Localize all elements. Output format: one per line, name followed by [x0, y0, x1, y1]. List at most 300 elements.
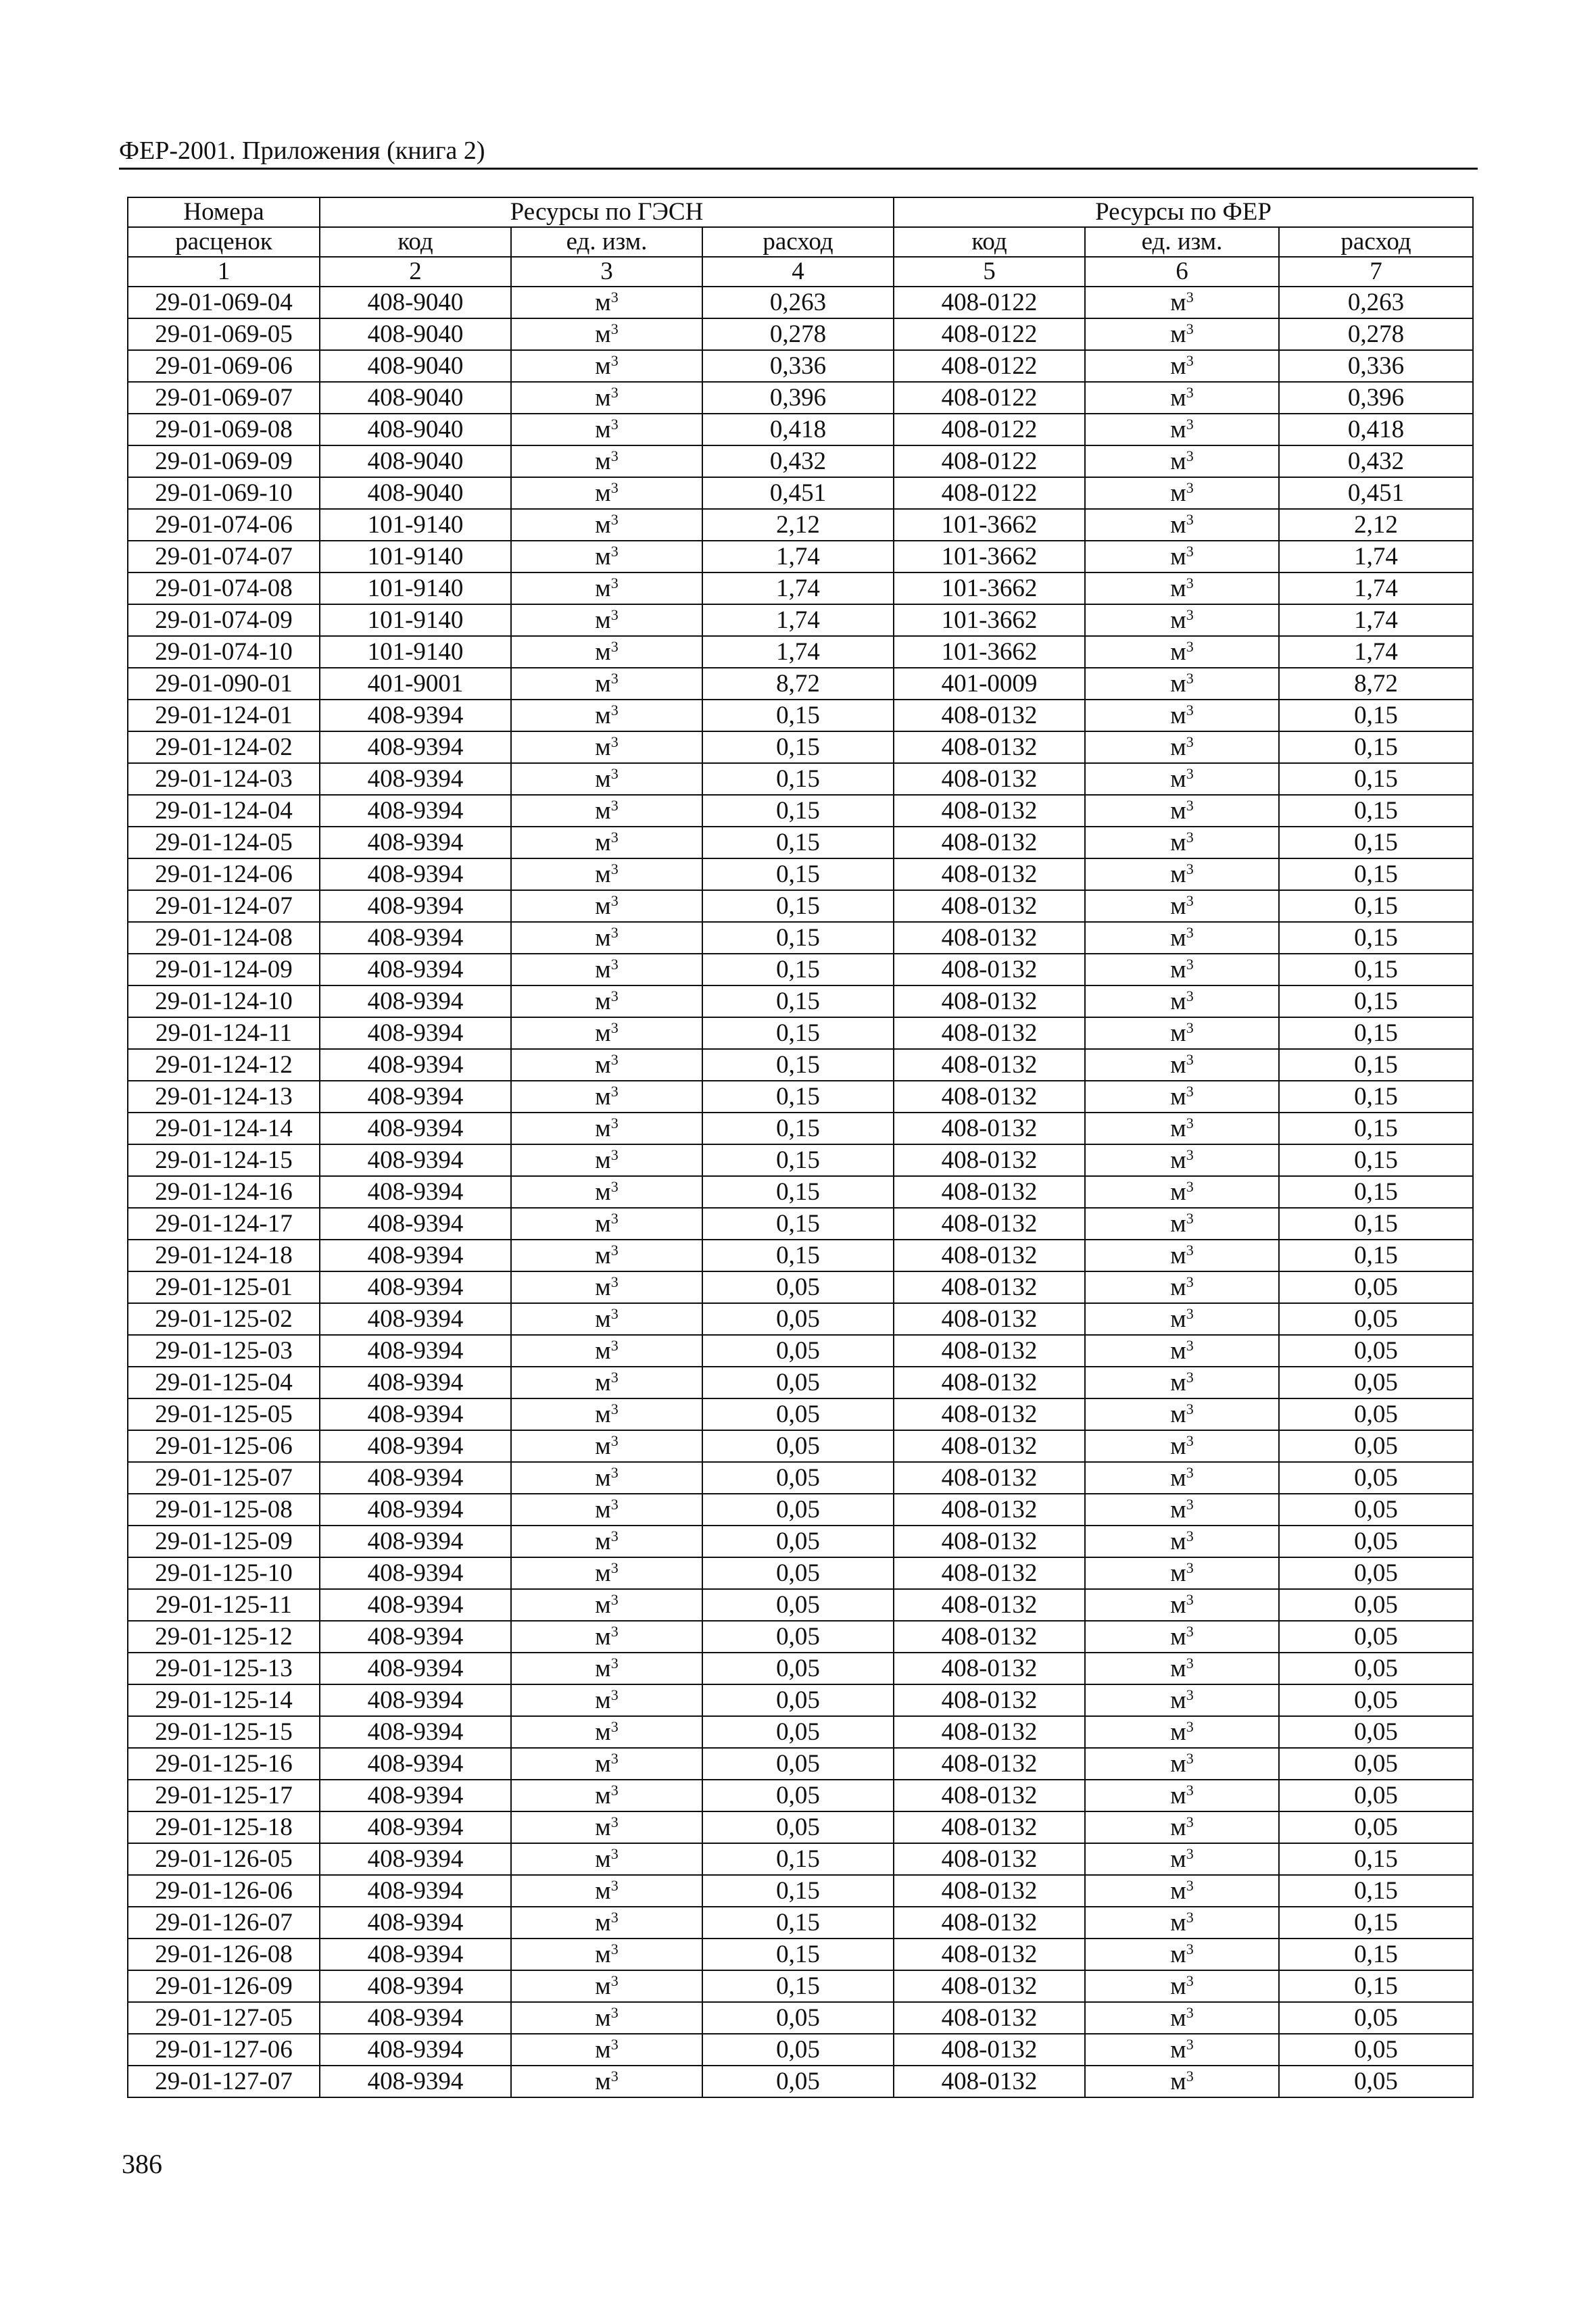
fer-amount-cell: 0,396	[1279, 382, 1473, 414]
fer-unit-cell	[1085, 1939, 1279, 1970]
unit-power: 3	[610, 1527, 619, 1544]
unit-base: м	[1170, 1781, 1186, 1809]
unit-base: м	[595, 1527, 611, 1555]
fer-code-cell: 408-0132	[894, 731, 1085, 763]
fer-code-cell: 408-0132	[894, 1208, 1085, 1240]
unit-base: м	[595, 1590, 611, 1619]
unit-base: м	[595, 574, 611, 602]
unit-power: 3	[610, 1114, 619, 1131]
table-row	[128, 1970, 1473, 2002]
unit-power: 3	[610, 447, 619, 464]
unit-power: 3	[1186, 1336, 1194, 1354]
gesn-amount-cell: 0,05	[702, 1811, 894, 1843]
unit-power: 3	[610, 1622, 619, 1640]
unit-base: м	[595, 606, 611, 634]
rate-number-cell: 29-01-125-01	[128, 1271, 320, 1303]
fer-unit-cell	[1085, 1621, 1279, 1653]
gesn-code-cell: 408-9394	[320, 858, 511, 890]
gesn-code-cell: 408-9394	[320, 1557, 511, 1589]
gesn-code-cell: 408-9040	[320, 318, 511, 350]
gesn-code-cell: 408-9394	[320, 700, 511, 731]
gesn-unit-cell	[511, 1653, 702, 1684]
gesn-code-cell: 408-9394	[320, 1208, 511, 1240]
gesn-code-cell: 408-9394	[320, 1939, 511, 1970]
unit-base: м	[1170, 1019, 1186, 1047]
gesn-unit-cell	[511, 1335, 702, 1367]
unit-base: м	[1170, 1082, 1186, 1111]
rate-number-cell: 29-01-124-04	[128, 795, 320, 827]
rate-number-cell: 29-01-069-10	[128, 477, 320, 509]
unit-base: м	[1170, 1495, 1186, 1524]
table-row	[128, 318, 1473, 350]
fer-code-cell: 101-3662	[894, 572, 1085, 604]
unit-base: м	[1170, 1336, 1186, 1365]
table-row	[128, 382, 1473, 414]
gesn-code-cell: 408-9040	[320, 382, 511, 414]
gesn-unit-cell	[511, 1811, 702, 1843]
gesn-code-cell: 408-9394	[320, 1113, 511, 1144]
fer-unit-cell	[1085, 541, 1279, 572]
table-row	[128, 985, 1473, 1017]
fer-amount-cell: 0,15	[1279, 1939, 1473, 1970]
fer-code-cell: 408-0122	[894, 318, 1085, 350]
unit-power: 3	[1186, 733, 1194, 750]
table-row	[128, 1113, 1473, 1144]
fer-unit-cell	[1085, 1017, 1279, 1049]
fer-amount-cell: 0,05	[1279, 1271, 1473, 1303]
gesn-amount-cell: 0,15	[702, 827, 894, 858]
table-row	[128, 700, 1473, 731]
column-number: 2	[320, 257, 511, 287]
unit-power: 3	[1186, 447, 1194, 464]
rate-number-cell: 29-01-124-08	[128, 922, 320, 954]
unit-power: 3	[610, 606, 619, 623]
fer-unit-cell	[1085, 858, 1279, 890]
fer-amount-cell: 0,15	[1279, 1970, 1473, 2002]
unit-power: 3	[610, 415, 619, 433]
unit-power: 3	[1186, 1432, 1194, 1449]
fer-code-cell: 408-0132	[894, 985, 1085, 1017]
fer-amount-cell: 0,05	[1279, 2034, 1473, 2066]
unit-base: м	[595, 701, 611, 729]
unit-base: м	[1170, 764, 1186, 793]
table-row	[128, 795, 1473, 827]
gesn-amount-cell: 0,05	[702, 1589, 894, 1621]
gesn-amount-cell: 0,05	[702, 1462, 894, 1494]
head-row-groups	[128, 197, 1473, 227]
gesn-amount-cell: 0,15	[702, 1939, 894, 1970]
fer-code-cell: 408-0122	[894, 350, 1085, 382]
gesn-code-cell: 408-9040	[320, 287, 511, 318]
fer-amount-cell: 0,05	[1279, 2066, 1473, 2097]
fer-unit-cell	[1085, 1176, 1279, 1208]
rate-number-cell: 29-01-124-06	[128, 858, 320, 890]
unit-power: 3	[610, 1082, 619, 1100]
gesn-unit-cell	[511, 1430, 702, 1462]
unit-base: м	[595, 1146, 611, 1174]
unit-base: м	[1170, 542, 1186, 570]
gesn-amount-cell: 0,15	[702, 1017, 894, 1049]
gesn-amount-cell: 0,05	[702, 1716, 894, 1748]
unit-base: м	[595, 1845, 611, 1873]
gesn-unit-cell	[511, 1271, 702, 1303]
unit-base: м	[1170, 701, 1186, 729]
gesn-amount-cell: 0,418	[702, 414, 894, 445]
unit-base: м	[595, 479, 611, 507]
fer-unit-cell	[1085, 1430, 1279, 1462]
unit-base: м	[1170, 828, 1186, 856]
unit-power: 3	[610, 1241, 619, 1259]
table-row	[128, 1240, 1473, 1271]
unit-base: м	[595, 447, 611, 475]
rate-number-cell: 29-01-127-05	[128, 2002, 320, 2034]
unit-power: 3	[1186, 1749, 1194, 1767]
fer-unit-cell	[1085, 1208, 1279, 1240]
gesn-amount-cell: 0,05	[702, 1303, 894, 1335]
unit-power: 3	[610, 923, 619, 941]
unit-base: м	[595, 1082, 611, 1111]
gesn-amount-cell: 0,15	[702, 795, 894, 827]
fer-unit-cell	[1085, 1684, 1279, 1716]
unit-base: м	[1170, 796, 1186, 825]
fer-amount-cell: 0,418	[1279, 414, 1473, 445]
table-row	[128, 763, 1473, 795]
unit-base: м	[595, 1559, 611, 1587]
rate-number-cell: 29-01-124-07	[128, 890, 320, 922]
unit-base: м	[595, 1686, 611, 1714]
unit-base: м	[1170, 1050, 1186, 1079]
unit-power: 3	[1186, 2003, 1194, 2021]
gesn-code-cell: 408-9394	[320, 1176, 511, 1208]
gesn-code-cell: 408-9394	[320, 1621, 511, 1653]
fer-code-cell: 408-0132	[894, 1748, 1085, 1780]
fer-code-cell: 408-0122	[894, 414, 1085, 445]
fer-code-cell: 408-0132	[894, 1113, 1085, 1144]
unit-power: 3	[610, 383, 619, 401]
gesn-code-cell: 408-9394	[320, 890, 511, 922]
rate-number-cell: 29-01-125-08	[128, 1494, 320, 1526]
unit-power: 3	[610, 669, 619, 687]
table-row	[128, 414, 1473, 445]
rate-number-cell: 29-01-126-06	[128, 1875, 320, 1907]
gesn-amount-cell: 0,15	[702, 954, 894, 985]
fer-amount-cell: 0,05	[1279, 2002, 1473, 2034]
gesn-code-cell: 408-9394	[320, 954, 511, 985]
gesn-code-cell: 408-9394	[320, 1335, 511, 1367]
rate-number-cell: 29-01-125-15	[128, 1716, 320, 1748]
fer-amount-cell: 0,15	[1279, 827, 1473, 858]
gesn-code-cell: 408-9394	[320, 1430, 511, 1462]
gesn-amount-cell: 0,15	[702, 1208, 894, 1240]
unit-power: 3	[610, 1940, 619, 1957]
fer-unit-cell	[1085, 1875, 1279, 1907]
fer-unit-cell	[1085, 2066, 1279, 2097]
unit-base: м	[595, 1749, 611, 1778]
fer-amount-cell: 0,15	[1279, 985, 1473, 1017]
fer-unit-cell	[1085, 922, 1279, 954]
rate-number-cell: 29-01-124-15	[128, 1144, 320, 1176]
fer-unit-cell	[1085, 668, 1279, 700]
unit-power: 3	[1186, 1654, 1194, 1672]
table-row	[128, 1621, 1473, 1653]
unit-power: 3	[1186, 1527, 1194, 1544]
resources-table	[127, 197, 1474, 2098]
gesn-code-cell: 408-9394	[320, 795, 511, 827]
fer-unit-cell	[1085, 2034, 1279, 2066]
table-row	[128, 1303, 1473, 1335]
unit-base: м	[1170, 1241, 1186, 1269]
unit-base: м	[595, 955, 611, 983]
gesn-amount-cell: 1,74	[702, 572, 894, 604]
gesn-code-cell: 408-9394	[320, 1081, 511, 1113]
unit-power: 3	[1186, 1813, 1194, 1830]
fer-code-cell: 408-0122	[894, 382, 1085, 414]
fer-amount-cell: 0,15	[1279, 1240, 1473, 1271]
rate-number-cell: 29-01-124-16	[128, 1176, 320, 1208]
rate-number-cell: 29-01-125-10	[128, 1557, 320, 1589]
gesn-unit-cell	[511, 1367, 702, 1398]
table-row	[128, 1367, 1473, 1398]
gesn-code-cell: 408-9394	[320, 827, 511, 858]
unit-power: 3	[610, 1749, 619, 1767]
gesn-amount-cell: 0,15	[702, 1240, 894, 1271]
unit-base: м	[595, 1336, 611, 1365]
fer-amount-cell: 0,05	[1279, 1430, 1473, 1462]
fer-amount-cell: 0,05	[1279, 1367, 1473, 1398]
head-fer: Ресурсы по ФЕР	[894, 197, 1473, 227]
unit-power: 3	[1186, 1114, 1194, 1131]
rate-number-cell: 29-01-125-16	[128, 1748, 320, 1780]
fer-unit-cell	[1085, 1589, 1279, 1621]
gesn-amount-cell: 0,15	[702, 1970, 894, 2002]
table-row	[128, 287, 1473, 318]
fer-amount-cell: 0,05	[1279, 1621, 1473, 1653]
gesn-code-cell: 408-9394	[320, 1303, 511, 1335]
gesn-amount-cell: 0,05	[702, 1398, 894, 1430]
gesn-unit-cell	[511, 541, 702, 572]
gesn-code-cell: 408-9394	[320, 1589, 511, 1621]
fer-code-cell: 408-0132	[894, 763, 1085, 795]
gesn-code-cell: 408-9394	[320, 1907, 511, 1939]
fer-unit-cell	[1085, 1303, 1279, 1335]
gesn-unit-cell	[511, 1494, 702, 1526]
unit-base: м	[1170, 510, 1186, 539]
unit-power: 3	[610, 2003, 619, 2021]
gesn-unit-cell	[511, 572, 702, 604]
gesn-code-cell: 408-9040	[320, 445, 511, 477]
unit-power: 3	[610, 1908, 619, 1926]
unit-power: 3	[610, 288, 619, 306]
gesn-unit-cell	[511, 1843, 702, 1875]
unit-base: м	[595, 1813, 611, 1841]
fer-code-cell: 408-0122	[894, 445, 1085, 477]
gesn-amount-cell: 0,432	[702, 445, 894, 477]
gesn-amount-cell: 0,05	[702, 1557, 894, 1589]
fer-code-cell: 408-0132	[894, 795, 1085, 827]
unit-power: 3	[610, 542, 619, 560]
rate-number-cell: 29-01-127-06	[128, 2034, 320, 2066]
rate-number-cell: 29-01-124-01	[128, 700, 320, 731]
fer-unit-cell	[1085, 1843, 1279, 1875]
unit-base: м	[595, 2003, 611, 2032]
gesn-amount-cell: 0,05	[702, 1271, 894, 1303]
fer-code-cell: 408-0132	[894, 1462, 1085, 1494]
unit-power: 3	[610, 1876, 619, 1894]
fer-unit-cell	[1085, 382, 1279, 414]
fer-unit-cell	[1085, 1335, 1279, 1367]
fer-amount-cell: 0,05	[1279, 1526, 1473, 1557]
unit-power: 3	[1186, 320, 1194, 337]
unit-base: м	[595, 923, 611, 952]
unit-power: 3	[1186, 415, 1194, 433]
fer-amount-cell: 0,05	[1279, 1494, 1473, 1526]
rate-number-cell: 29-01-074-10	[128, 636, 320, 668]
fer-code-cell: 408-0132	[894, 1017, 1085, 1049]
table-row	[128, 1462, 1473, 1494]
unit-power: 3	[1186, 351, 1194, 369]
rate-number-cell: 29-01-124-14	[128, 1113, 320, 1144]
gesn-code-cell: 408-9394	[320, 1398, 511, 1430]
unit-base: м	[595, 1177, 611, 1206]
column-number: 4	[702, 257, 894, 287]
table-row	[128, 541, 1473, 572]
unit-power: 3	[1186, 1940, 1194, 1957]
table-row	[128, 1780, 1473, 1811]
fer-code-cell: 408-0132	[894, 1176, 1085, 1208]
rate-number-cell: 29-01-124-10	[128, 985, 320, 1017]
gesn-amount-cell: 0,05	[702, 1621, 894, 1653]
unit-power: 3	[1186, 1590, 1194, 1608]
gesn-amount-cell: 0,05	[702, 1684, 894, 1716]
table-row	[128, 445, 1473, 477]
fer-code-cell: 408-0132	[894, 1526, 1085, 1557]
unit-power: 3	[610, 1019, 619, 1036]
rate-number-cell: 29-01-125-17	[128, 1780, 320, 1811]
unit-power: 3	[610, 1813, 619, 1830]
gesn-unit-cell	[511, 414, 702, 445]
rate-number-cell: 29-01-124-09	[128, 954, 320, 985]
fer-amount-cell: 0,15	[1279, 1176, 1473, 1208]
fer-amount-cell: 0,15	[1279, 700, 1473, 731]
gesn-code-cell: 408-9040	[320, 414, 511, 445]
fer-amount-cell: 1,74	[1279, 636, 1473, 668]
table-row	[128, 1494, 1473, 1526]
unit-base: м	[1170, 1813, 1186, 1841]
fer-code-cell: 408-0132	[894, 827, 1085, 858]
unit-power: 3	[610, 574, 619, 591]
gesn-amount-cell: 0,05	[702, 2034, 894, 2066]
gesn-code-cell: 408-9394	[320, 1716, 511, 1748]
unit-power: 3	[610, 1590, 619, 1608]
gesn-amount-cell: 0,05	[702, 1653, 894, 1684]
gesn-unit-cell	[511, 604, 702, 636]
unit-base: м	[595, 1019, 611, 1047]
rate-number-cell: 29-01-069-04	[128, 287, 320, 318]
fer-unit-cell	[1085, 1144, 1279, 1176]
fer-unit-cell	[1085, 731, 1279, 763]
unit-power: 3	[1186, 923, 1194, 941]
fer-code-cell: 408-0132	[894, 1494, 1085, 1526]
unit-base: м	[1170, 1432, 1186, 1460]
fer-unit-cell	[1085, 1049, 1279, 1081]
column-number: 5	[894, 257, 1085, 287]
table-row	[128, 1271, 1473, 1303]
unit-power: 3	[1186, 1781, 1194, 1799]
fer-code-cell: 408-0132	[894, 700, 1085, 731]
fer-unit-cell	[1085, 445, 1279, 477]
unit-base: м	[1170, 1654, 1186, 1682]
gesn-unit-cell	[511, 1970, 702, 2002]
gesn-amount-cell: 0,336	[702, 350, 894, 382]
unit-base: м	[595, 1273, 611, 1301]
gesn-amount-cell: 0,15	[702, 1875, 894, 1907]
rate-number-cell: 29-01-124-11	[128, 1017, 320, 1049]
unit-power: 3	[1186, 637, 1194, 655]
unit-power: 3	[1186, 1463, 1194, 1481]
unit-power: 3	[1186, 1686, 1194, 1703]
head-rate-line2: расценок	[128, 227, 320, 257]
fer-amount-cell: 2,12	[1279, 509, 1473, 541]
unit-base: м	[595, 1209, 611, 1238]
rate-number-cell: 29-01-074-09	[128, 604, 320, 636]
gesn-unit-cell	[511, 795, 702, 827]
rate-number-cell: 29-01-125-05	[128, 1398, 320, 1430]
gesn-amount-cell: 0,05	[702, 1494, 894, 1526]
unit-base: м	[595, 1717, 611, 1746]
unit-base: м	[1170, 1527, 1186, 1555]
gesn-unit-cell	[511, 1875, 702, 1907]
unit-power: 3	[1186, 955, 1194, 973]
rate-number-cell: 29-01-069-07	[128, 382, 320, 414]
table-row	[128, 1017, 1473, 1049]
fer-amount-cell: 0,432	[1279, 445, 1473, 477]
gesn-unit-cell	[511, 700, 702, 731]
gesn-amount-cell: 0,05	[702, 1780, 894, 1811]
fer-code-cell: 408-0132	[894, 2066, 1085, 2097]
table-row	[128, 1907, 1473, 1939]
fer-amount-cell: 0,15	[1279, 1081, 1473, 1113]
gesn-code-cell: 408-9040	[320, 477, 511, 509]
fer-code-cell: 408-0132	[894, 2034, 1085, 2066]
fer-amount-cell: 0,05	[1279, 1780, 1473, 1811]
unit-base: м	[595, 288, 611, 316]
gesn-amount-cell: 0,05	[702, 1367, 894, 1398]
fer-code-cell: 408-0132	[894, 1780, 1085, 1811]
rate-number-cell: 29-01-124-02	[128, 731, 320, 763]
table-row	[128, 2002, 1473, 2034]
rate-number-cell: 29-01-124-17	[128, 1208, 320, 1240]
gesn-amount-cell: 0,396	[702, 382, 894, 414]
unit-power: 3	[1186, 796, 1194, 814]
fer-code-cell: 408-0132	[894, 1907, 1085, 1939]
fer-code-cell: 408-0132	[894, 1621, 1085, 1653]
gesn-code-cell: 408-9394	[320, 1780, 511, 1811]
unit-base: м	[1170, 1717, 1186, 1746]
unit-power: 3	[1186, 1273, 1194, 1290]
gesn-code-cell: 401-9001	[320, 668, 511, 700]
gesn-code-cell: 408-9394	[320, 1843, 511, 1875]
gesn-code-cell: 408-9394	[320, 1526, 511, 1557]
gesn-code-cell: 408-9394	[320, 922, 511, 954]
fer-code-cell: 408-0132	[894, 1684, 1085, 1716]
table-row	[128, 2034, 1473, 2066]
fer-amount-cell: 1,74	[1279, 604, 1473, 636]
gesn-unit-cell	[511, 1462, 702, 1494]
table-row	[128, 1653, 1473, 1684]
gesn-code-cell: 408-9394	[320, 1271, 511, 1303]
unit-power: 3	[1186, 1845, 1194, 1862]
rate-number-cell: 29-01-124-13	[128, 1081, 320, 1113]
